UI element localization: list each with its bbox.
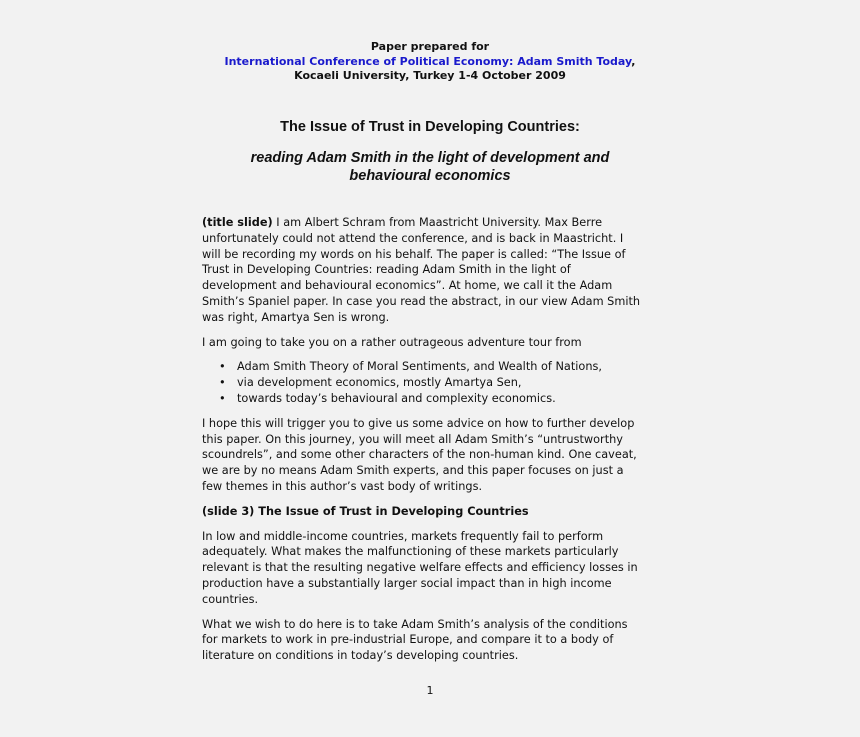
advice-line: scoundrels”, and some other characters of the non-human kind. One caveat, <box>202 448 637 462</box>
intro-line: Trust in Developing Countries: reading Adam Smith in the light of <box>202 263 571 277</box>
bullet-icon: • <box>219 360 226 374</box>
list-item <box>219 359 668 375</box>
list-item <box>219 391 668 407</box>
intro-line: unfortunately could not attend the conference, and is back in Maastricht. I <box>202 231 624 245</box>
header-line-prepared: Paper prepared for <box>370 40 490 53</box>
bullet-icon: • <box>219 391 226 405</box>
tour-bullet-list <box>202 359 668 406</box>
paragraph-tour: I am going to take you on a rather outrageous adventure tour from <box>202 335 582 349</box>
bullet-icon: • <box>219 376 226 390</box>
markets-line: adequately. What makes the malfunctioning of these markets particularly <box>202 545 619 559</box>
intro-line: development and behavioural economics”. At home, we call it the Adam <box>202 279 613 293</box>
intro-line: was right, Amartya Sen is wrong. <box>202 310 390 324</box>
analysis-line: literature on conditions in today’s developing countries. <box>202 649 519 663</box>
section-heading-slide3 <box>202 504 668 520</box>
subtitle-line-1: reading Adam Smith in the light of development and <box>250 150 610 166</box>
list-item-text: towards today’s behavioural and complexity economics. <box>237 391 556 405</box>
intro-line: I am Albert Schram from Maastricht University. Max Berre <box>272 216 603 229</box>
advice-line: few themes in this author’s vast body of writings. <box>202 479 483 493</box>
paper-title: The Issue of Trust in Developing Countries: <box>280 119 580 135</box>
advice-line: this paper. On this journey, you will meet all Adam Smith’s “untrustworthy <box>202 432 623 446</box>
markets-line: production have a substantially larger social impact than in high income <box>202 576 612 590</box>
conference-name: International Conference of Political Economy: Adam Smith Today <box>224 54 632 68</box>
header-line-venue: Kocaeli University, Turkey 1-4 October 2009 <box>294 69 566 82</box>
advice-line: we are by no means Adam Smith experts, and this paper focuses on just a <box>202 464 624 478</box>
paper-subtitle <box>0 149 860 185</box>
list-item <box>219 375 668 391</box>
paper-header <box>0 40 860 84</box>
paragraph-advice <box>202 416 668 495</box>
title-slide-label: (title slide) <box>202 216 273 229</box>
header-line-conference <box>0 55 860 70</box>
advice-line: I hope this will trigger you to give us some advice on how to further develop <box>202 416 635 430</box>
list-item-text: Adam Smith Theory of Moral Sentiments, and Wealth of Nations, <box>237 360 602 374</box>
paragraph-intro <box>202 215 668 326</box>
intro-line: Smith’s Spaniel paper. In case you read the abstract, in our view Adam Smith <box>202 294 641 308</box>
analysis-line: for markets to work in pre-industrial Europe, and compare it to a body of <box>202 633 614 647</box>
paper-body <box>202 215 668 673</box>
markets-line: relevant is that the resulting negative welfare effects and efficiency losses in <box>202 561 638 575</box>
markets-line: countries. <box>202 592 259 606</box>
intro-line: will be recording my words on his behalf. The paper is called: “The Issue of <box>202 247 626 261</box>
markets-line: In low and middle-income countries, markets frequently fail to perform <box>202 529 604 543</box>
paragraph-markets <box>202 529 668 608</box>
analysis-line: What we wish to do here is to take Adam Smith’s analysis of the conditions <box>202 617 628 631</box>
page-number: 1 <box>426 684 434 697</box>
conference-suffix: , <box>631 54 636 68</box>
slide3-heading-text: (slide 3) The Issue of Trust in Developing Countries <box>202 504 529 518</box>
paragraph-analysis <box>202 617 668 664</box>
subtitle-line-2: behavioural economics <box>349 168 511 184</box>
list-item-text: via development economics, mostly Amartya Sen, <box>237 376 522 390</box>
